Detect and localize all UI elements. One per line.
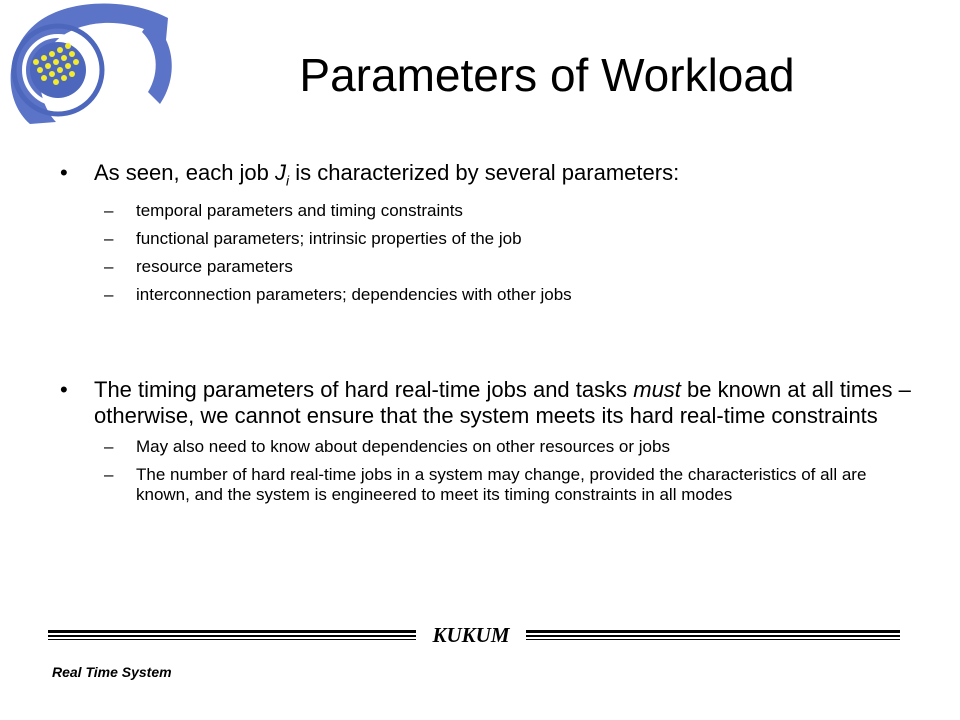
footer-brand: KUKUM <box>416 623 526 647</box>
bullet-text: is characterized by several parameters: <box>289 160 680 185</box>
sub-item <box>60 257 920 277</box>
bullet-text: As seen, each job <box>94 160 276 185</box>
bullet-item <box>60 377 920 429</box>
sub-item-text: May also need to know about dependencies on other resources or jobs <box>136 437 670 457</box>
sub-item-text: The number of hard real-time jobs in a system may change, provided the characteristics of all are known, and the system is engineered to meet its timing constraints in all modes <box>136 465 867 505</box>
sub-item <box>60 285 920 305</box>
dash-marker: – <box>104 201 114 221</box>
sub-item-text: resource parameters <box>136 257 293 277</box>
dash-marker: – <box>104 465 114 485</box>
sub-item <box>60 465 920 505</box>
bullet-marker: • <box>60 377 68 403</box>
dash-marker: – <box>104 229 114 249</box>
footer-course-name: Real Time System <box>52 664 172 680</box>
sub-item-text: temporal parameters and timing constraints <box>136 201 463 221</box>
slide-title: Parameters of Workload <box>299 49 795 101</box>
sub-item <box>60 437 920 457</box>
sub-item-text: interconnection parameters; dependencies with other jobs <box>136 285 572 305</box>
dash-marker: – <box>104 257 114 277</box>
bullet-text: be known at all times – otherwise, we cannot ensure that the system meets its hard real-time constraints <box>94 377 911 429</box>
emphasis-text: must <box>633 377 681 403</box>
dash-marker: – <box>104 285 114 305</box>
sub-item <box>60 201 920 221</box>
bullet-item <box>60 160 920 193</box>
bullet-text: The timing parameters of hard real-time jobs and tasks <box>94 377 634 403</box>
job-variable: J <box>275 160 287 185</box>
bullet-marker: • <box>60 160 68 185</box>
sub-item <box>60 229 920 249</box>
sub-item-text: functional parameters; intrinsic properties of the job <box>136 229 522 249</box>
job-subscript: i <box>286 172 290 189</box>
slide-content <box>60 160 920 505</box>
dash-marker: – <box>104 437 114 457</box>
